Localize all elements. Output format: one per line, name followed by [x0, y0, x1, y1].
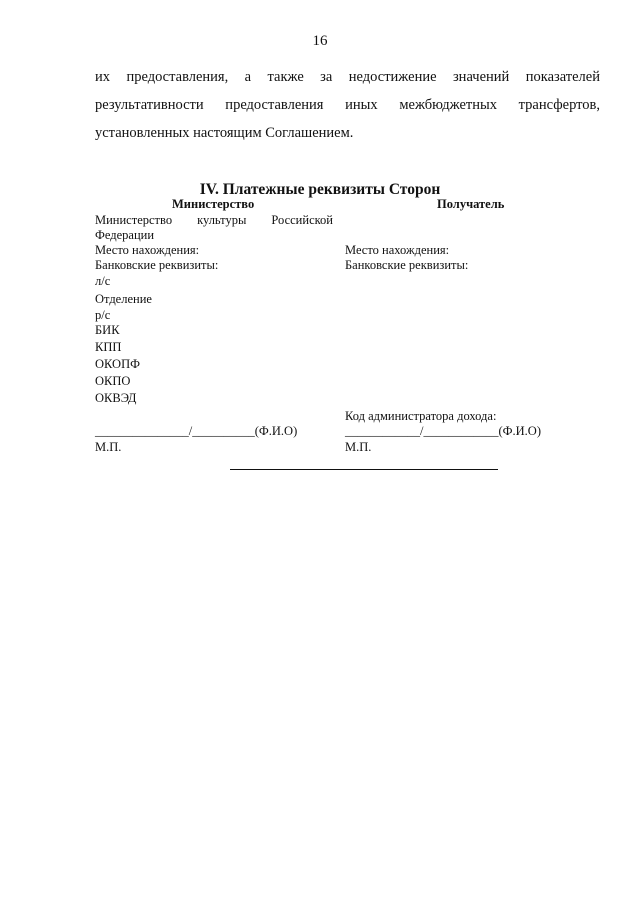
ministry-location-label: Место нахождения:: [95, 243, 200, 257]
paragraph-line-3: установленных настоящим Соглашением.: [95, 125, 354, 141]
ministry-rs-label: р/с: [95, 308, 111, 322]
ministry-bank-label: Банковские реквизиты:: [95, 258, 219, 272]
recipient-stamp-label: М.П.: [345, 440, 372, 454]
end-separator-line: [230, 469, 498, 470]
ministry-okved-label: ОКВЭД: [95, 391, 137, 405]
recipient-heading: Получатель: [437, 197, 505, 211]
ministry-heading: Министерство: [172, 197, 255, 211]
body-paragraph: [95, 63, 600, 147]
ministry-name-line1: [95, 213, 333, 228]
ministry-ls-label: л/с: [95, 274, 111, 288]
recipient-admin-code-label: Код администратора дохода:: [345, 409, 497, 423]
paragraph-line-2: результативности предоставления иных межбюджетных трансфертов,: [95, 97, 600, 113]
ministry-signature-line: _______________/__________(Ф.И.О): [95, 424, 298, 438]
ministry-okpo-label: ОКПО: [95, 374, 131, 388]
ministry-stamp-label: М.П.: [95, 440, 122, 454]
recipient-signature-line: ____________/____________(Ф.И.О): [345, 424, 541, 438]
paragraph-line-1: их предоставления, а также за недостижение значений показателей: [95, 69, 600, 85]
ministry-kpp-label: КПП: [95, 340, 122, 354]
ministry-name-line2: Федерации: [95, 228, 155, 242]
ministry-branch-label: Отделение: [95, 292, 152, 306]
ministry-name-text: Министерство культуры Российской: [95, 213, 333, 227]
page-number: 16: [312, 33, 328, 49]
ministry-bik-label: БИК: [95, 323, 120, 337]
section-title: IV. Платежные реквизиты Сторон: [199, 181, 441, 198]
recipient-location-label: Место нахождения:: [345, 243, 450, 257]
ministry-okopf-label: ОКОПФ: [95, 357, 140, 371]
recipient-bank-label: Банковские реквизиты:: [345, 258, 469, 272]
